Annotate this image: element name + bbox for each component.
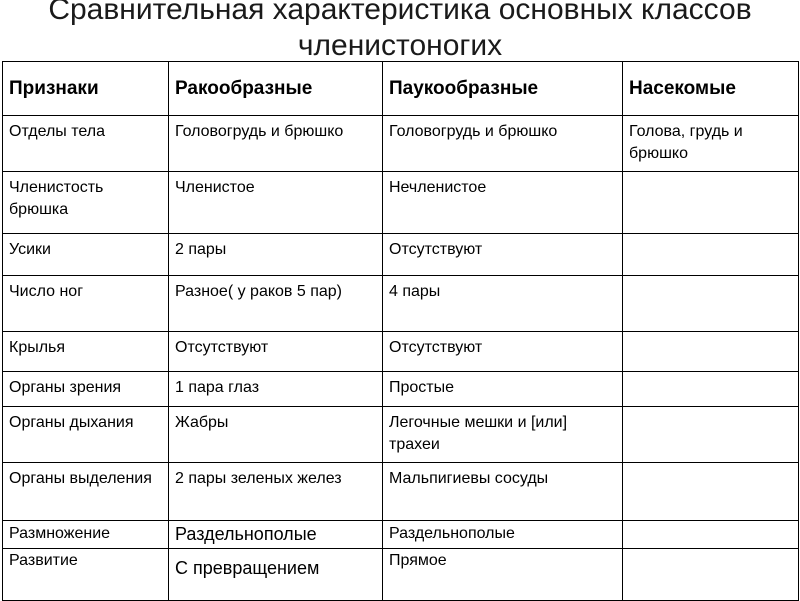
column-header: Признаки bbox=[3, 62, 169, 116]
table-cell: С превращением bbox=[169, 549, 383, 601]
table-cell: Мальпигиевы сосуды bbox=[383, 463, 623, 521]
table-cell: Разное( у раков 5 пар) bbox=[169, 276, 383, 332]
table-cell: Членистое bbox=[169, 172, 383, 234]
table-row bbox=[3, 116, 799, 172]
table-cell bbox=[623, 521, 799, 549]
table-cell: Раздельнополые bbox=[383, 521, 623, 549]
table-cell: Раздельнополые bbox=[169, 521, 383, 549]
column-header: Паукообразные bbox=[383, 62, 623, 116]
table-cell: Усики bbox=[3, 234, 169, 276]
table-cell: 2 пары bbox=[169, 234, 383, 276]
table-cell: Отделы тела bbox=[3, 116, 169, 172]
table-row bbox=[3, 276, 799, 332]
table-cell: Отсутствуют bbox=[383, 332, 623, 372]
table-cell: Органы выделения bbox=[3, 463, 169, 521]
table-cell bbox=[623, 276, 799, 332]
table-cell: Нечленистое bbox=[383, 172, 623, 234]
table-cell bbox=[623, 332, 799, 372]
table-row bbox=[3, 521, 799, 549]
table-cell: Отсутствуют bbox=[169, 332, 383, 372]
table-cell: Размножение bbox=[3, 521, 169, 549]
column-header: Насекомые bbox=[623, 62, 799, 116]
comparison-table bbox=[2, 61, 799, 601]
table-cell bbox=[623, 407, 799, 463]
table-cell bbox=[623, 172, 799, 234]
table-cell: 2 пары зеленых желез bbox=[169, 463, 383, 521]
table-cell bbox=[623, 549, 799, 601]
table-cell: Простые bbox=[383, 372, 623, 407]
table-cell bbox=[623, 463, 799, 521]
table-cell: Прямое bbox=[383, 549, 623, 601]
table-cell: 1 пара глаз bbox=[169, 372, 383, 407]
table-cell: Головогрудь и брюшко bbox=[169, 116, 383, 172]
table-cell: Жабры bbox=[169, 407, 383, 463]
table-cell: Членистость брюшка bbox=[3, 172, 169, 234]
table-cell: Органы дыхания bbox=[3, 407, 169, 463]
table-row bbox=[3, 172, 799, 234]
table-row bbox=[3, 372, 799, 407]
table-cell bbox=[623, 372, 799, 407]
table-cell: Отсутствуют bbox=[383, 234, 623, 276]
column-header: Ракообразные bbox=[169, 62, 383, 116]
table-cell: Легочные мешки и [или] трахеи bbox=[383, 407, 623, 463]
table-header-row bbox=[3, 62, 799, 116]
table-row bbox=[3, 463, 799, 521]
table-row bbox=[3, 549, 799, 601]
table-cell: Органы зрения bbox=[3, 372, 169, 407]
table-cell bbox=[623, 234, 799, 276]
table-cell: Голова, грудь и брюшко bbox=[623, 116, 799, 172]
table-cell: 4 пары bbox=[383, 276, 623, 332]
table-cell: Число ног bbox=[3, 276, 169, 332]
table-row bbox=[3, 407, 799, 463]
table-row bbox=[3, 234, 799, 276]
table-row bbox=[3, 332, 799, 372]
table-cell: Развитие bbox=[3, 549, 169, 601]
page-title: Сравнительная характеристика основных классов членистоногих bbox=[48, 0, 752, 62]
table-cell: Головогрудь и брюшко bbox=[383, 116, 623, 172]
table-cell: Крылья bbox=[3, 332, 169, 372]
